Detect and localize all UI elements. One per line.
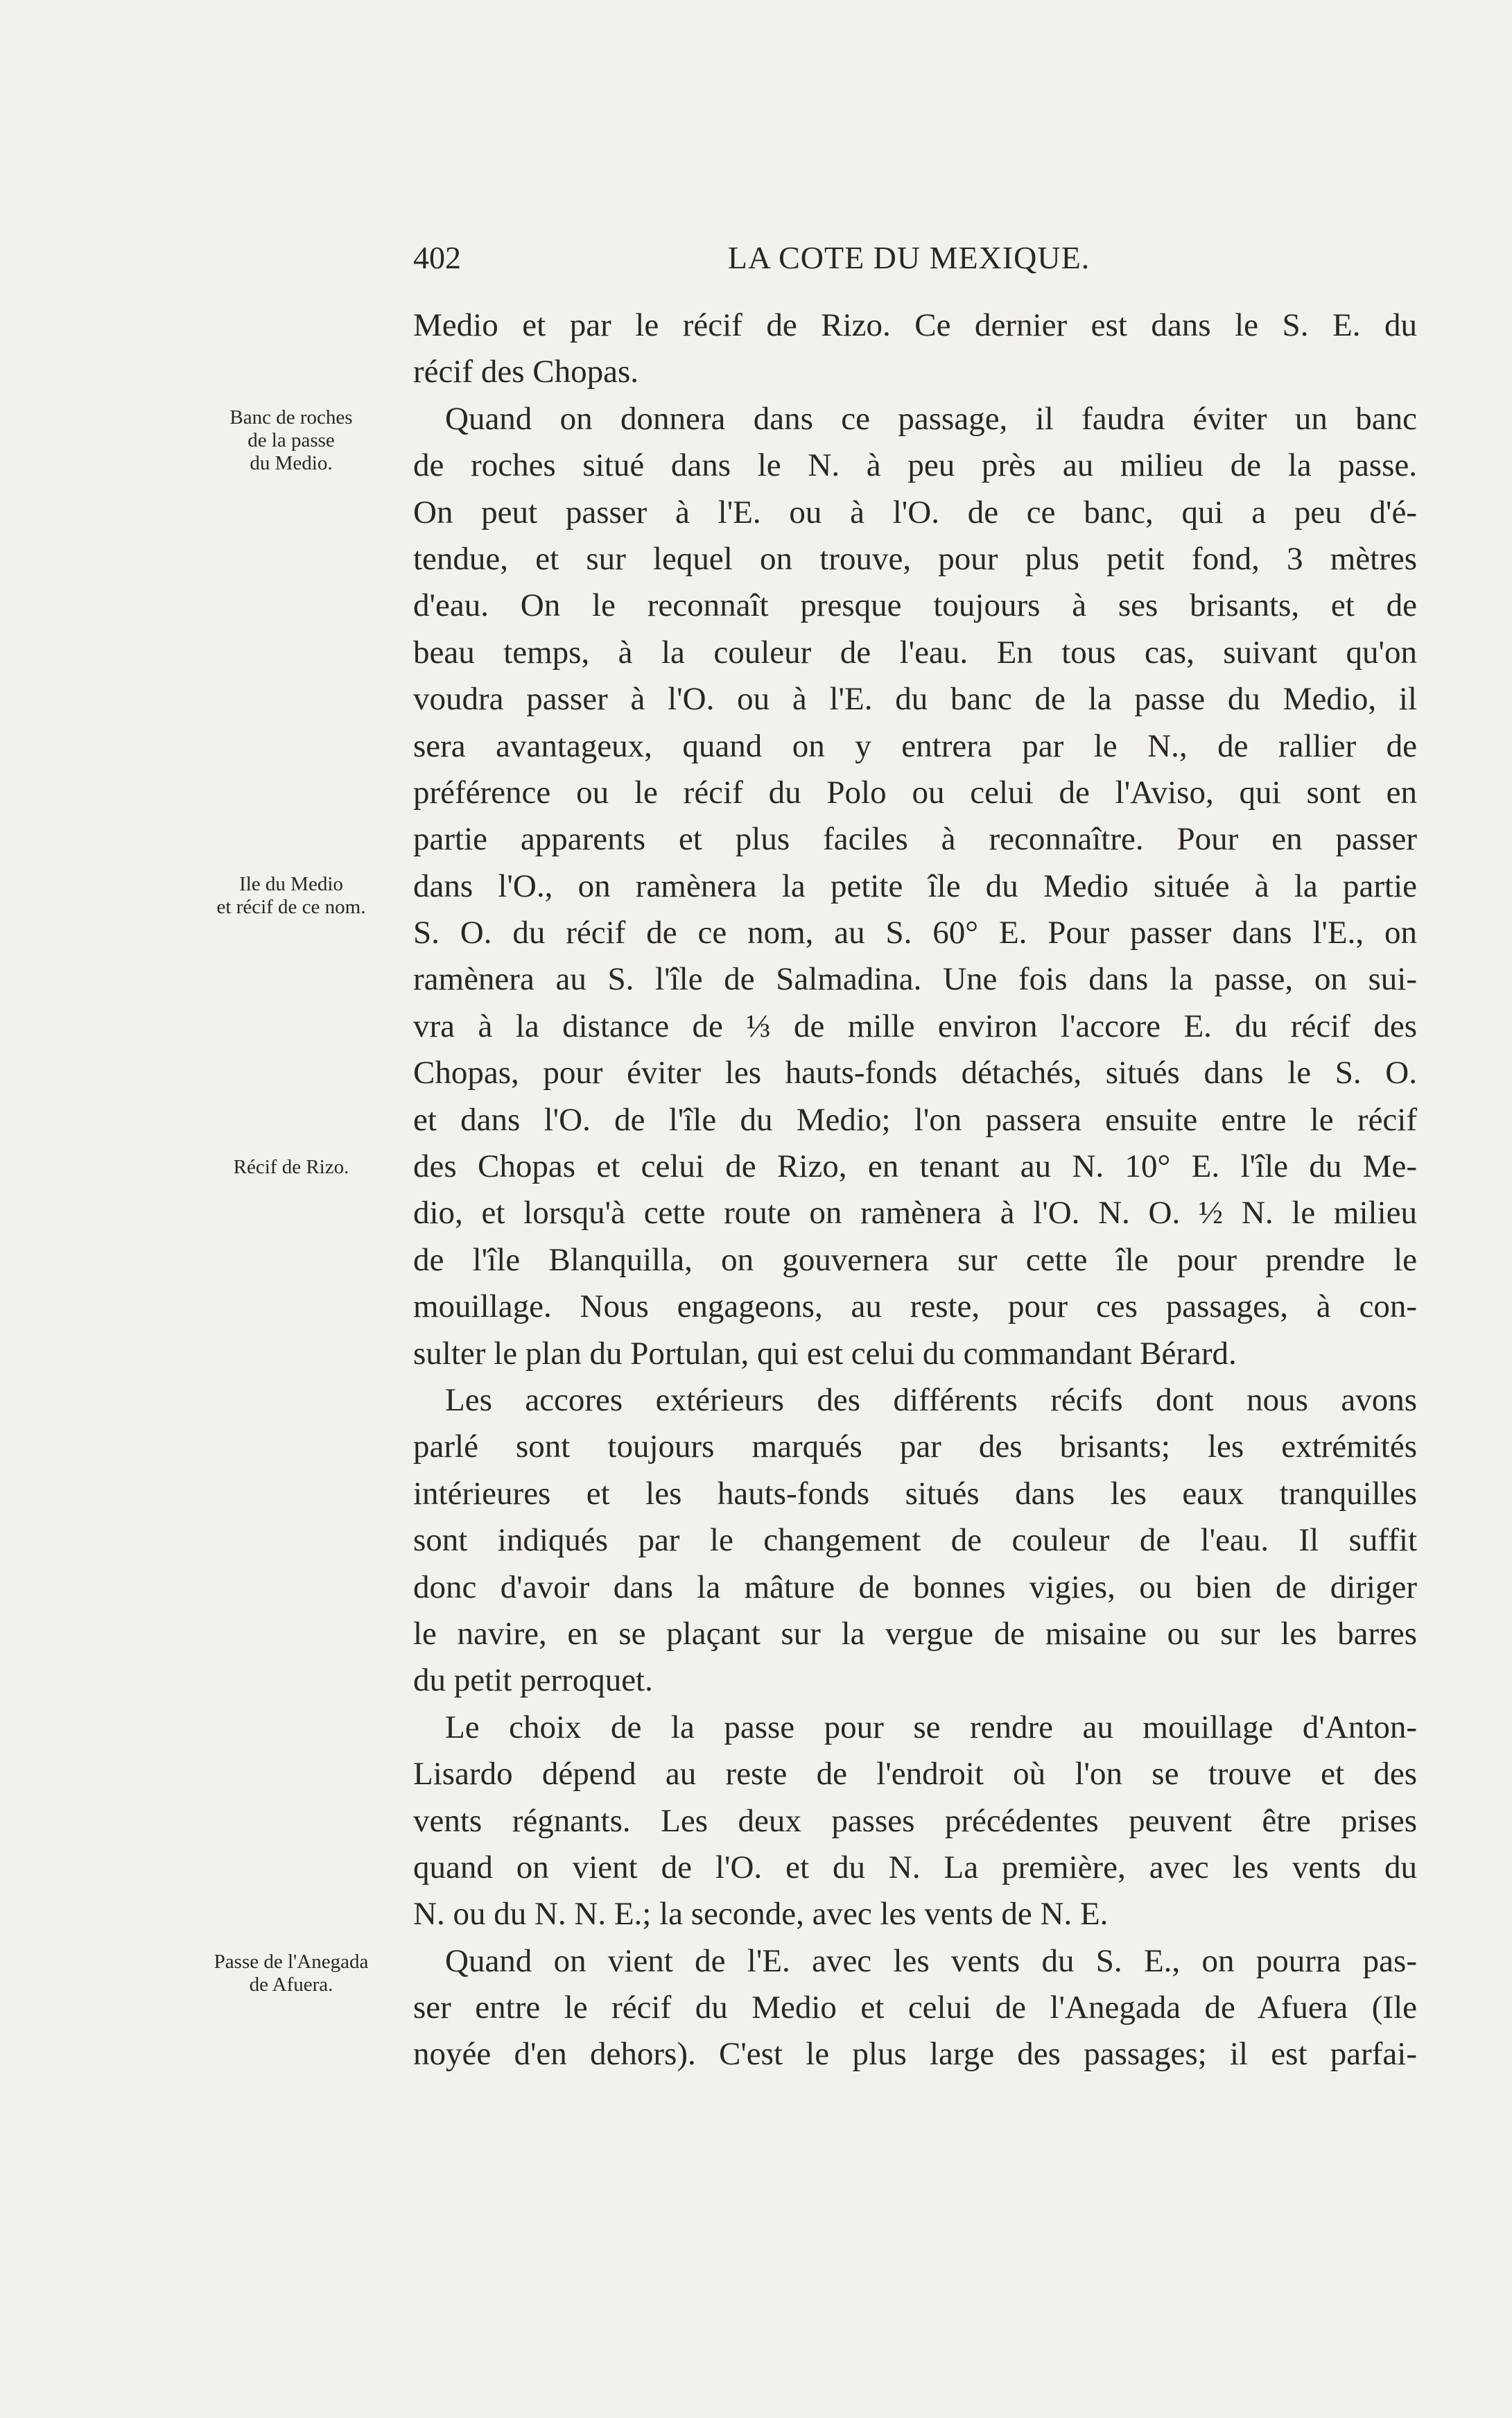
text-line: dio, et lorsqu'à cette route on ramènera à l'O. N. O. ½ N. le milieu: [413, 1195, 1417, 1232]
text-line: partie apparents et plus faciles à reconnaître. Pour en passer: [413, 821, 1417, 858]
text-line: Quand on vient de l'E. avec les vents du S. E., on pourra pas-: [445, 1942, 1417, 1979]
side-note-line: Passe de l'Anegada: [214, 1951, 369, 1973]
text-line: Les accores extérieurs des différents récifs dont nous avons: [445, 1381, 1417, 1418]
text-line: sont indiqués par le changement de couleur de l'eau. Il suffit: [413, 1522, 1417, 1559]
text-line: le navire, en se plaçant sur la vergue de misaine ou sur les barres: [413, 1615, 1417, 1652]
text-line: Medio et par le récif de Rizo. Ce dernier est dans le S. E. du: [413, 307, 1417, 343]
text-line: beau temps, à la couleur de l'eau. En tous cas, suivant qu'on: [413, 634, 1417, 671]
text-line: Quand on donnera dans ce passage, il faudra éviter un banc: [445, 400, 1417, 437]
text-line: parlé sont toujours marqués par des brisants; les extrémités: [413, 1428, 1417, 1465]
text-line: vra à la distance de ⅓ de mille environ l'accore E. du récif des: [413, 1008, 1417, 1044]
text-line: On peut passer à l'E. ou à l'O. de ce banc, qui a peu d'é-: [413, 494, 1417, 530]
text-line: et dans l'O. de l'île du Medio; l'on passera ensuite entre le récif: [413, 1101, 1417, 1138]
text-line: tendue, et sur lequel on trouve, pour plus petit fond, 3 mètres: [413, 540, 1417, 577]
text-line: donc d'avoir dans la mâture de bonnes vigies, ou bien de diriger: [413, 1569, 1417, 1605]
page-number: 402: [413, 240, 461, 275]
side-note-ile-du-medio: [177, 873, 406, 919]
side-note-line: de la passe: [247, 429, 335, 451]
text-line: S. O. du récif de ce nom, au S. 60° E. Pour passer dans l'E., on: [413, 915, 1417, 951]
running-header: [413, 239, 1418, 281]
text-line: sulter le plan du Portulan, qui est celui du commandant Bérard.: [413, 1335, 1237, 1372]
side-note-line: de Afuera.: [249, 1974, 333, 1996]
text-line: de roches situé dans le N. à peu près au milieu de la passe.: [413, 447, 1417, 484]
side-note-recif-de-rizo: [177, 1156, 406, 1179]
text-line: des Chopas et celui de Rizo, en tenant au N. 10° E. l'île du Me-: [413, 1148, 1417, 1185]
text-line: d'eau. On le reconnaît presque toujours à ses brisants, et de: [413, 587, 1417, 624]
text-line: Le choix de la passe pour se rendre au mouillage d'Anton-: [445, 1709, 1417, 1745]
body-text: [413, 302, 1417, 2078]
text-line: de l'île Blanquilla, on gouvernera sur cette île pour prendre le: [413, 1241, 1417, 1278]
side-note-line: Récif de Rizo.: [233, 1156, 349, 1178]
text-line: ramènera au S. l'île de Salmadina. Une fois dans la passe, on sui-: [413, 961, 1417, 998]
text-line: récif des Chopas.: [413, 354, 638, 390]
text-line: ser entre le récif du Medio et celui de l'Anegada de Afuera (Ile: [413, 1989, 1417, 2026]
running-title: LA COTE DU MEXIQUE.: [727, 240, 1090, 275]
text-line: Lisardo dépend au reste de l'endroit où l'on se trouve et des: [413, 1756, 1417, 1793]
text-line: préférence ou le récif du Polo ou celui de l'Aviso, qui sont en: [413, 774, 1417, 811]
side-note-line: Ile du Medio: [239, 873, 343, 895]
side-note-line: et récif de ce nom.: [216, 896, 366, 918]
text-line: mouillage. Nous engageons, au reste, pour ces passages, à con-: [413, 1288, 1417, 1325]
side-note-line: du Medio.: [250, 452, 333, 474]
text-line: Chopas, pour éviter les hauts-fonds détachés, situés dans le S. O.: [413, 1055, 1417, 1091]
side-note-line: Banc de roches: [229, 406, 353, 429]
side-note-passe-anegada: [177, 1951, 406, 1996]
text-line: dans l'O., on ramènera la petite île du Medio située à la partie: [413, 867, 1417, 904]
text-line: sera avantageux, quand on y entrera par le N., de rallier de: [413, 727, 1417, 764]
text-line: N. ou du N. N. E.; la seconde, avec les vents de N. E.: [413, 1896, 1109, 1933]
text-line: quand on vient de l'O. et du N. La première, avec les vents du: [413, 1849, 1417, 1885]
text-line: voudra passer à l'O. ou à l'E. du banc de la passe du Medio, il: [413, 681, 1417, 718]
side-note-banc-de-roches: [177, 406, 406, 475]
text-line: noyée d'en dehors). C'est le plus large des passages; il est parfai-: [413, 2036, 1417, 2073]
text-line: du petit perroquet.: [413, 1662, 653, 1699]
text-line: vents régnants. Les deux passes précédentes peuvent être prises: [413, 1802, 1417, 1839]
text-line: intérieures et les hauts-fonds situés dans les eaux tranquilles: [413, 1475, 1417, 1512]
